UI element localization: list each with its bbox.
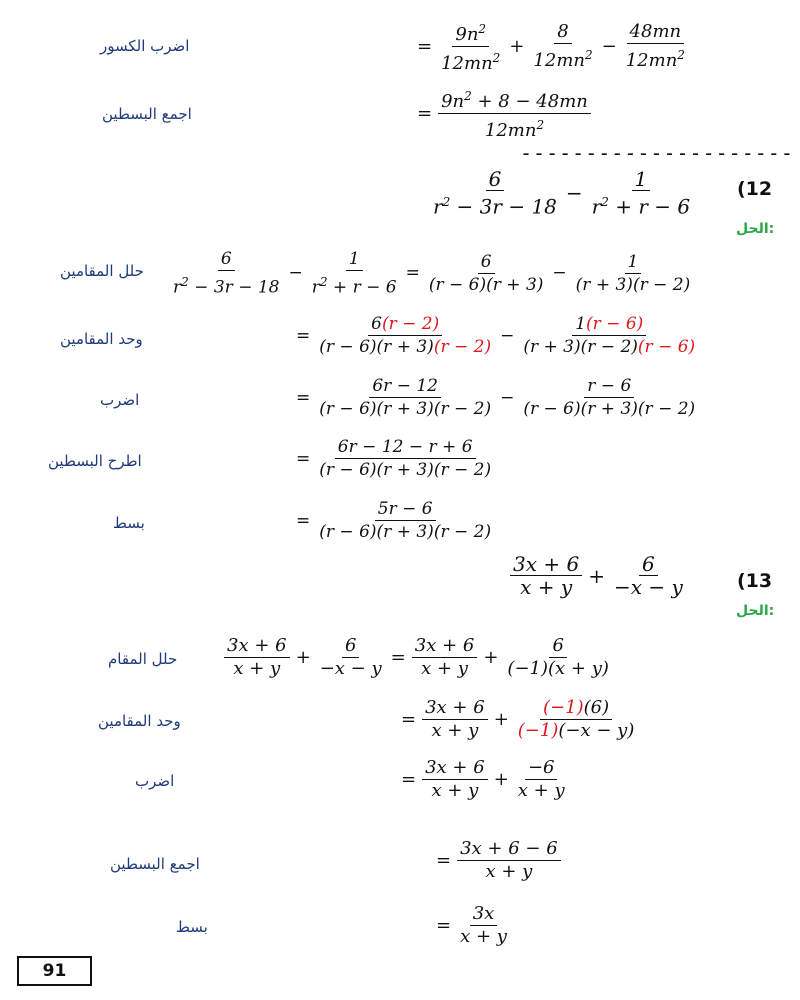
separator-line: ---------------------	[520, 141, 794, 165]
equation-step: = $\frac{5r - 6}{(r - 6)(r + 3)(r - 2)}$	[296, 499, 492, 542]
problem-number: (13	[737, 570, 773, 592]
problem-expression: $\frac{6}{r^2 - 3r - 18}$ − $\frac{1}{r^2 + r - 6}$	[433, 167, 691, 219]
equation-step: = $\frac{9n^2}{12mn^2}$ + $\frac{8}{12mn^2}$ − $\frac{48mn}{12mn^2}$	[413, 18, 690, 75]
equation-step: = $\frac{3x + 6}{x + y}$ + $\frac{-6}{x + y}$	[401, 757, 565, 801]
step-label: اضرب	[100, 391, 140, 409]
equation-step: = $\frac{6r - 12 - r + 6}{(r - 6)(r + 3)(r - 2)}$	[296, 437, 492, 480]
solution-label: الحل:	[736, 603, 775, 619]
equation-step: = $\frac{6r - 12}{(r - 6)(r + 3)(r - 2)}$ − $\frac{r - 6}{(r - 6)(r + 3)(r - 2)}$	[296, 376, 696, 419]
step-label: حلل المقامين	[60, 262, 144, 280]
step-label: وحد المقامين	[98, 712, 181, 730]
step-label: اطرح البسطين	[48, 452, 142, 470]
problem-number: (12	[737, 178, 773, 200]
problem-expression: $\frac{3x + 6}{x + y}$ + $\frac{6}{-x - y}$	[508, 553, 688, 598]
equation-step: $\frac{3x + 6}{x + y}$ + $\frac{6}{-x - y}$ = $\frac{3x + 6}{x + y}$ + $\frac{6}{(-1)(x + y)}$	[222, 635, 614, 680]
step-label: بسط	[113, 514, 145, 532]
step-label: وحد المقامين	[60, 330, 143, 348]
page-number: 91	[17, 956, 92, 986]
step-label: بسط	[176, 918, 208, 936]
step-label: حلل المقام	[108, 650, 178, 668]
equation-step: = $\frac{3x}{x + y}$	[436, 903, 507, 947]
step-label: اجمع البسطين	[102, 105, 192, 123]
step-label: اضرب الكسور	[100, 37, 190, 55]
equation-step: = $\frac{3x + 6 - 6}{x + y}$	[432, 838, 563, 883]
equation-step: = $\frac{3x + 6}{x + y}$ + $\frac{(-1)(6)}{(-1)(-x - y)}$	[401, 697, 635, 741]
equation-step: = $\frac{9n^2 + 8 - 48mn}{12mn^2}$	[413, 85, 593, 142]
equation-step: = $\frac{6(r - 2)}{(r - 6)(r + 3)(r - 2)}$ − $\frac{1(r - 6)}{(r + 3)(r - 2)(r - 6)}$	[296, 314, 696, 357]
step-label: اجمع البسطين	[110, 855, 200, 873]
solution-label: الحل:	[736, 221, 775, 237]
step-label: اضرب	[135, 772, 175, 790]
equation-step: $\frac{6}{r^2 - 3r - 18}$ − $\frac{1}{r^2 + r - 6}$ = $\frac{6}{(r - 6)(r + 3)}$ − $\frac{1}{(r + 3)(r - 2)}$	[173, 249, 691, 298]
